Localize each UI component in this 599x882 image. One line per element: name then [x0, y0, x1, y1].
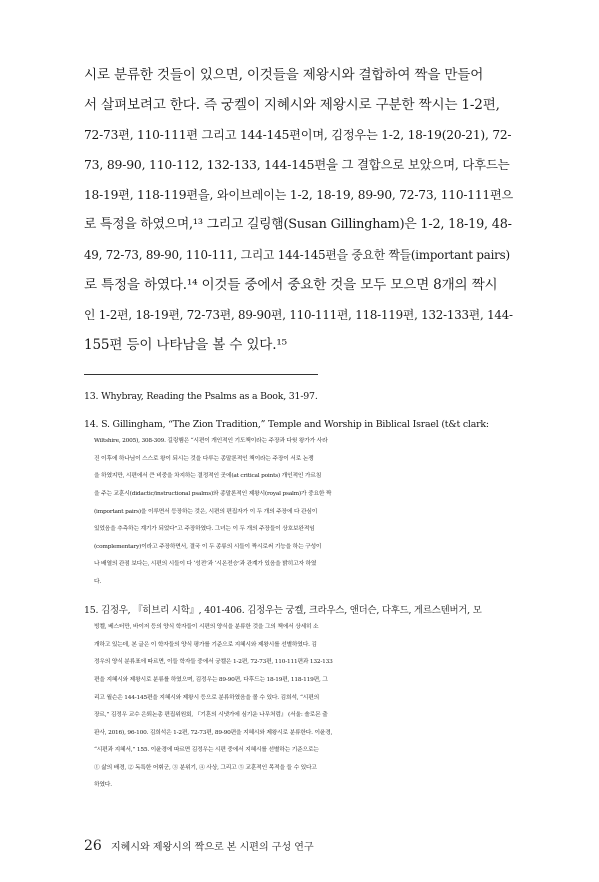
- body-line: 72-73편, 110-111편 그리고 144-145편이며, 김정우는 1-2, 18-19(20-21), 72-: [84, 128, 512, 142]
- footnote-line: 15. 김정우, 『히브리 시학』, 401-406. 김정우는 궁켈, 크라우스, 앤더슨, 다후드, 게르스텐버거, 모: [84, 604, 482, 616]
- footnote-line: 있었음을 추측하는 계기가 되었다”고 주장하였다. 그녀는 이 두 개의 주장들이 상호보완적임: [94, 526, 315, 533]
- body-line: 155편 등이 나타남을 볼 수 있다.¹⁵: [84, 337, 287, 353]
- body-paragraph: [84, 60, 516, 360]
- footnotes: [84, 388, 516, 805]
- body-line: 시로 분류한 것들이 있으면, 이것들을 제왕시와 결합하여 짝을 만들어: [84, 67, 484, 83]
- footnote-line: 정우의 양식 분류표에 따르면, 이들 학자들 중에서 궁켈은 1-2편, 72-73편, 110-111편과 132-133: [94, 659, 333, 666]
- body-line: 18-19편, 118-119편을, 와이브레이는 1-2, 18-19, 89-90, 72-73, 110-111편으: [84, 188, 514, 202]
- footnote-line: 편을 지혜시와 제왕시로 분류를 하였으며, 김정우는 89-90편, 다후드는 18-19편, 118-119편, 그: [94, 676, 328, 683]
- footnote-line: 리고 윌슨은 144-145편을 지혜시와 제왕시 등으로 분류하였음을 볼 수 있다. 김희석, “시편의: [94, 694, 319, 701]
- footnote-line: (complementary)이라고 주장하면서, 결국 이 두 종류의 시들이 짝시로써 기능을 하는 구성이: [94, 543, 322, 550]
- footnote-line: 을 하였지만, 시편에서 큰 비중을 차지하는 결정적인 곳에(at critical points) 개인적인 가르침: [94, 473, 322, 480]
- footnote-line: (important pairs)을 이루면서 등장하는 것은, 시편의 편집자가 이 두 개의 주장에 다 관심이: [94, 508, 318, 515]
- footnote-line: ① 삶의 배경, ② 독특한 어휘군, ③ 분위기, ④ 사상, 그리고 ⑤ 교훈적인 목적을 들 수 있다고: [94, 764, 317, 771]
- body-line: 73, 89-90, 110-112, 132-133, 144-145편을 그 결합으로 보았으며, 다후드는: [84, 157, 510, 172]
- footnote-line: 개하고 있는데, 본 글은 이 학자들의 양식 평가를 기준으로 지혜시와 제왕시를 선별하였다. 김: [94, 641, 317, 648]
- footnote-line: “시편과 지혜서,” 155. 이윤경에 따르면 김정우는 시편 중에서 지혜시를 선별하는 기준으로는: [94, 747, 319, 754]
- footnote-14: [84, 416, 516, 592]
- footnote-line: 하였다.: [94, 782, 112, 789]
- footnote-line: 다.: [94, 578, 102, 585]
- body-line: 로 특정을 하였으며,¹³ 그리고 길링햄(Susan Gillingham)은 1-2, 18-19, 48-: [84, 217, 512, 232]
- footnote-13: [84, 388, 516, 406]
- footnote-line: 나 배열의 관점 보다는, 시편의 시들이 다 ‘성전’과 ‘시온전승’과 관계가 있음을 밝히고자 하였: [94, 561, 317, 568]
- footnote-line: 14. S. Gillingham, “The Zion Tradition,” Temple and Worship in Biblical Israel (t&t clark:: [84, 418, 489, 430]
- footnote-line: 진 이후에 하나님이 스스로 왕이 되시는 것을 다루는 종말론적인 책이라는 주장이 서로 논쟁: [94, 455, 314, 462]
- footnote-line: 판사, 2016), 96-100. 김희석은 1-2편, 72-73편, 89-90편을 지혜시와 제왕시로 분류한다. 이윤경,: [94, 729, 333, 736]
- footnote-line: 을 주는 교훈시(didactic/instructional psalms)와 종말론적인 제왕시(royal psalm)가 중요한 짝: [94, 490, 332, 497]
- footnote-separator: [84, 374, 318, 375]
- footnote-line: Wiltshire, 2005), 308-309. 길링햄은 “시편이 개인적인 기도책이라는 주장과 다윗 왕가가 사라: [94, 438, 328, 445]
- body-line: 서 살펴보려고 한다. 즉 궁켈이 지혜시와 제왕시로 구분한 짝시는 1-2편,: [84, 97, 500, 113]
- body-line: 49, 72-73, 89-90, 110-111, 그리고 144-145편을 중요한 짝들(important pairs): [84, 248, 510, 262]
- footnote-line: 13. Whybray, Reading the Psalms as a Book, 31-97.: [84, 391, 318, 402]
- body-line: 인 1-2편, 18-19편, 72-73편, 89-90편, 110-111편, 118-119편, 132-133편, 144-: [84, 308, 513, 322]
- footnote-line: 장르,” 김정우 교수 은퇴논총 편집위원회, 『기혼의 시냇가에 심기운 나무처럼』 (서울: 솔로몬 출: [94, 712, 328, 719]
- footnote-line: 빙켈, 베스터만, 바이저 등의 양식 학자들이 시편의 양식을 분류한 것을 그의 책에서 상세히 소: [94, 624, 319, 631]
- footnote-15: [84, 602, 516, 796]
- running-title: 지혜시와 제왕시의 짝으로 본 시편의 구성 연구: [111, 842, 314, 853]
- page-number: 26: [84, 838, 102, 854]
- body-line: 로 특정을 하였다.¹⁴ 이것들 중에서 중요한 것을 모두 모으면 8개의 짝시: [84, 277, 498, 293]
- page-footer: [84, 838, 314, 854]
